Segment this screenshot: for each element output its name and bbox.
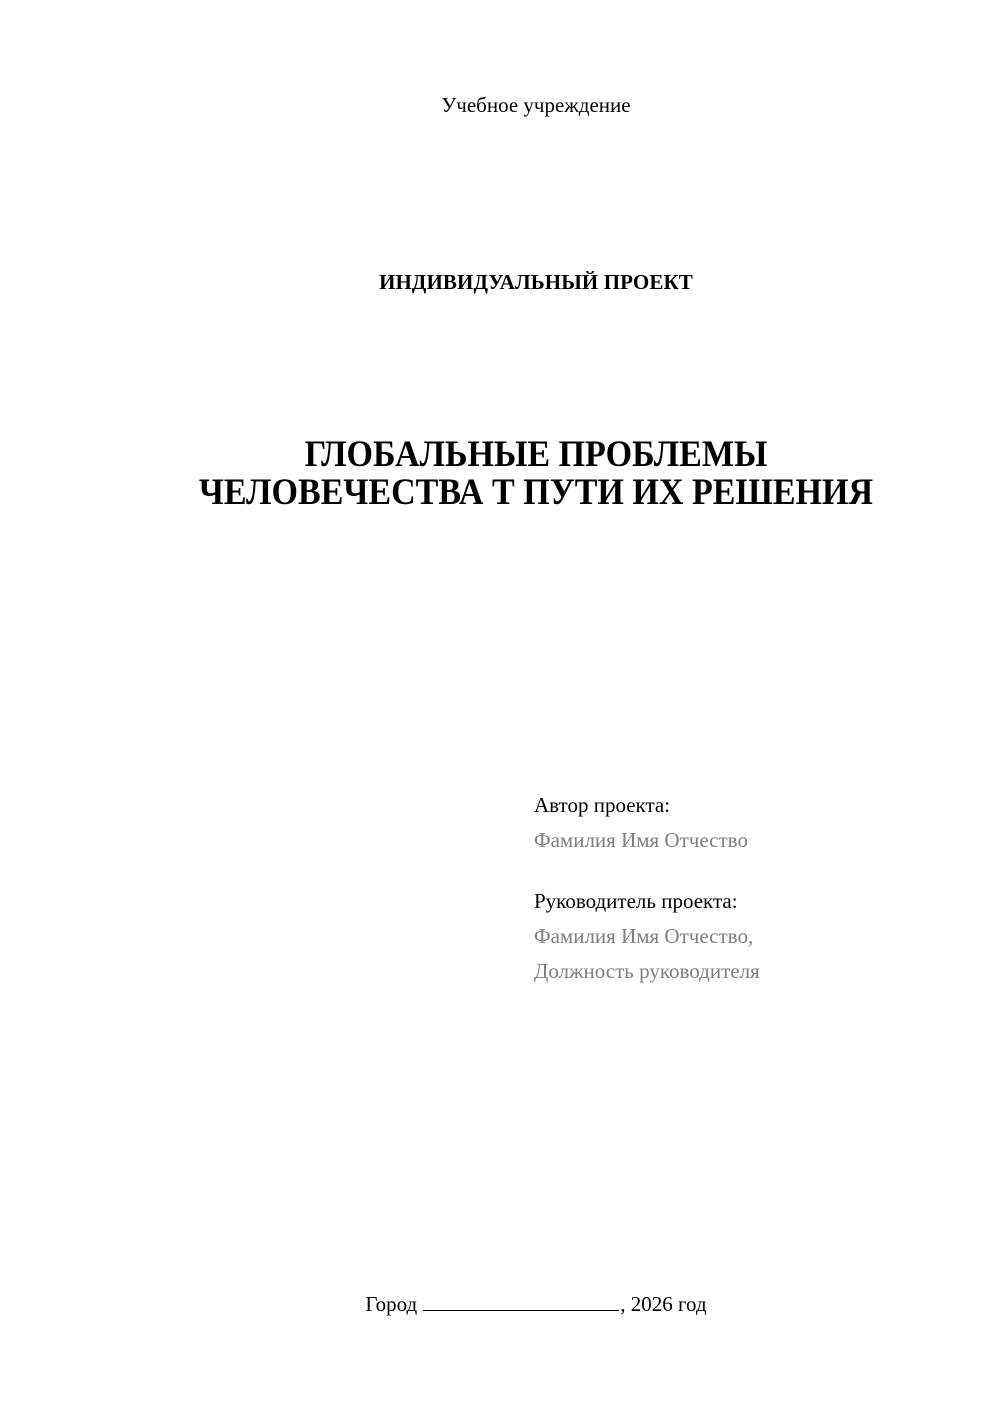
project-title-line-2: ЧЕЛОВЕЧЕСТВА Т ПУТИ ИХ РЕШЕНИЯ [198,472,874,513]
project-type-heading: ИНДИВИДУАЛЬНЫЙ ПРОЕКТ [379,270,693,294]
author-name-placeholder: Фамилия Имя Отчество [534,828,748,852]
city-label: Город [365,1292,418,1316]
supervisor-label: Руководитель проекта: [534,889,738,913]
year-text: , 2026 год [620,1292,707,1316]
city-blank-underline [423,1290,619,1311]
project-credits [534,788,760,989]
city-year-line [0,1290,1000,1318]
spacer [534,858,760,884]
project-title-line-1: ГЛОБАЛЬНЫЕ ПРОБЛЕМЫ [304,434,768,475]
supervisor-position-placeholder: Должность руководителя [534,959,760,983]
project-title [0,436,1000,512]
supervisor-name-placeholder: Фамилия Имя Отчество, [534,924,754,948]
institution-name: Учебное учреждение [441,93,631,117]
author-label: Автор проекта: [534,793,671,817]
